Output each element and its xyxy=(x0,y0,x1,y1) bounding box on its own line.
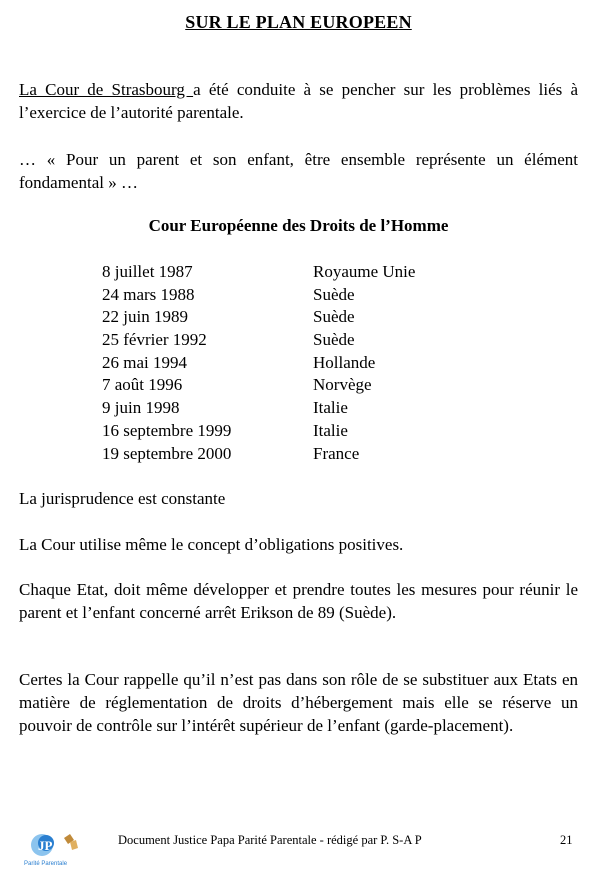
ruling-country: Hollande xyxy=(313,352,376,372)
footer-text: Document Justice Papa Parité Parentale - rédigé par P. S-A P xyxy=(118,833,422,847)
ruling-date: 16 septembre 1999 xyxy=(102,420,232,440)
ruling-date: 7 août 1996 xyxy=(102,375,183,395)
rulings-table xyxy=(102,261,522,465)
logo-caption: Parité Parentale xyxy=(24,861,68,867)
intro-underlined: La Cour de Strasbourg xyxy=(19,80,194,99)
ruling-row xyxy=(102,420,522,443)
ruling-date: 26 mai 1994 xyxy=(102,352,187,372)
ruling-date: 24 mars 1988 xyxy=(102,284,195,304)
page-title: SUR LE PLAN EUROPEEN xyxy=(185,12,412,32)
jurisprudence-paragraph: La jurisprudence est constante xyxy=(19,489,226,508)
ruling-date: 25 février 1992 xyxy=(102,330,207,350)
ruling-country: Suède xyxy=(313,284,355,304)
ruling-row xyxy=(102,306,522,329)
intro-paragraph xyxy=(19,78,578,124)
ruling-row xyxy=(102,352,522,375)
ruling-date: 8 juillet 1987 xyxy=(102,262,193,281)
ruling-row xyxy=(102,374,522,397)
certes-paragraph: Certes la Cour rappelle qu’il n’est pas dans son rôle de se substituer aux Etats en matière de réglementation de droits d’hébergement mais elle se réserve un pouvoir de contrôle sur l’intérêt supérieur de l’enfant (garde-placement). xyxy=(19,670,578,735)
quote-paragraph: … « Pour un parent et son enfant, être ensemble représente un élément fondamental » … xyxy=(19,150,578,192)
ruling-row xyxy=(102,261,522,284)
ruling-country: France xyxy=(313,443,360,463)
ruling-country: Italie xyxy=(313,398,348,418)
ruling-date: 19 septembre 2000 xyxy=(102,443,232,463)
intro-text: a été conduite à se pencher sur les problèmes liés à l’exercice de l’autorité parentale. xyxy=(19,80,578,122)
ruling-country: Italie xyxy=(313,420,348,440)
etat-paragraph: Chaque Etat, doit même développer et prendre toutes les mesures pour réunir le parent et l’enfant concerné arrêt Erikson de 89 (Suède). xyxy=(19,580,578,622)
ruling-row xyxy=(102,397,522,420)
obligations-paragraph: La Cour utilise même le concept d’obligations positives. xyxy=(19,535,404,554)
ruling-country: Norvège xyxy=(313,375,372,395)
ruling-country: Royaume Unie xyxy=(313,262,416,281)
page-number: 21 xyxy=(560,833,573,847)
page-footer xyxy=(0,830,597,870)
ruling-row xyxy=(102,329,522,352)
logo-letters: JP xyxy=(38,838,53,853)
ruling-country: Suède xyxy=(313,307,355,327)
ruling-row xyxy=(102,443,522,466)
ruling-date: 9 juin 1998 xyxy=(102,398,180,418)
ruling-date: 22 juin 1989 xyxy=(102,307,188,327)
ruling-row xyxy=(102,284,522,307)
parite-parentale-logo xyxy=(24,830,88,868)
ruling-country: Suède xyxy=(313,330,355,350)
court-subtitle: Cour Européenne des Droits de l’Homme xyxy=(148,216,449,235)
